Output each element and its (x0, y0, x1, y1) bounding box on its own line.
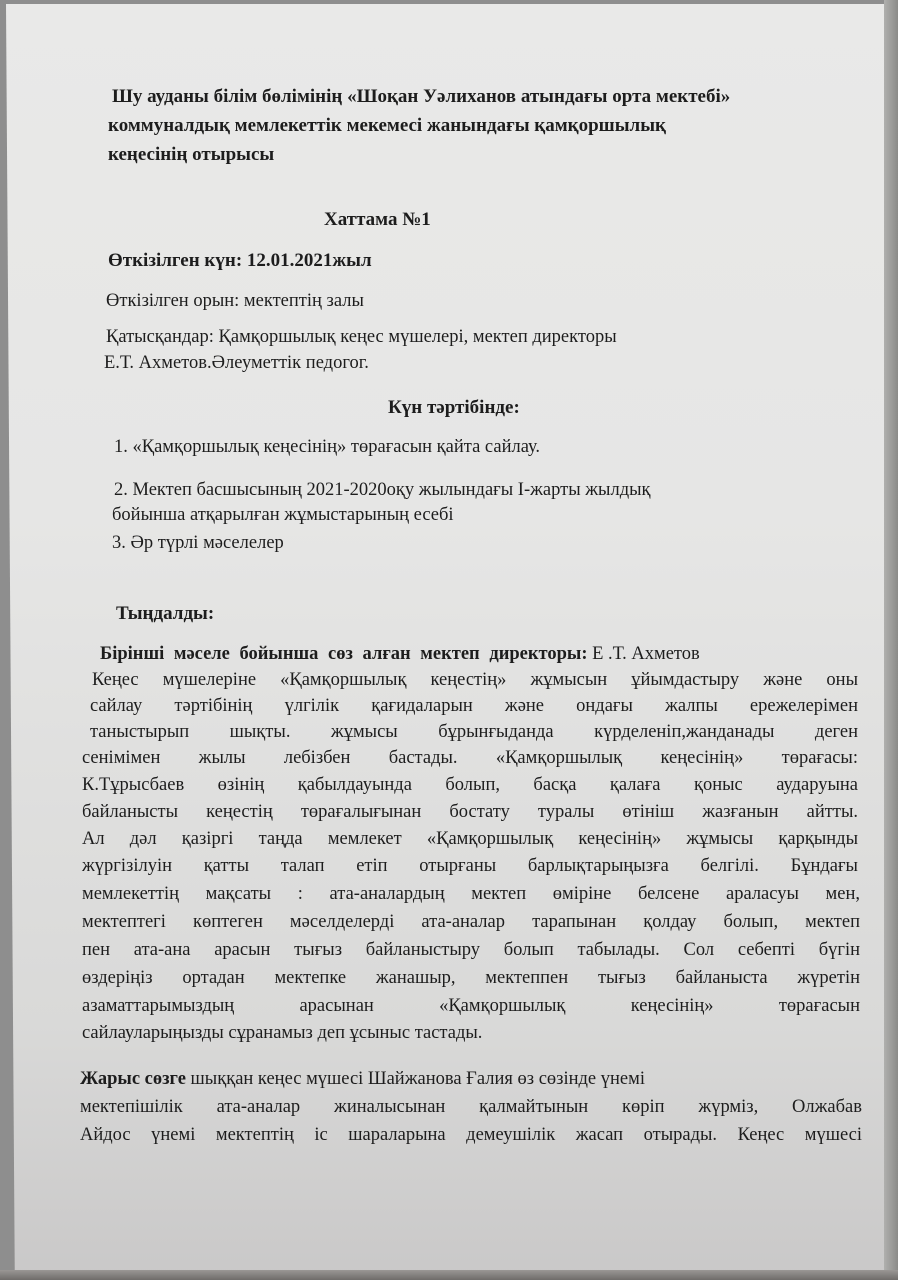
meeting-date: Өткізілген күн: 12.01.2021жыл (108, 250, 372, 271)
first-issue-line: мемлекеттің мақсаты : ата-аналардың мектеп өміріне белсене араласуы мен, (82, 884, 860, 904)
first-issue-speaker: Бірінші мәселе бойынша сөз алған мектеп директоры: (100, 644, 588, 664)
debate-line: мектепішілік ата-аналар жиналысынан қалмайтынын көріп жүрміз, Олжабав (80, 1097, 862, 1117)
header-line-3: кеңесінің отырысы (108, 144, 275, 165)
agenda-item-1: 1. «Қамқоршылық кеңесінің» төрағасын қайта сайлау. (114, 437, 541, 457)
protocol-title: Хаттама №1 (324, 209, 431, 230)
heard-title: Тыңдалды: (116, 603, 215, 624)
debate-label: Жарыс сөзге (80, 1069, 186, 1089)
first-issue-last-line: сайлауларыңызды сұранамыз деп ұсыныс тастады. (82, 1023, 483, 1043)
first-issue-line: сенімімен жылы лебізбен бастады. «Қамқоршылық кеңесінің» төрағасы: (82, 748, 858, 768)
first-issue-line: Кеңес мүшелеріне «Қамқоршылық кеңестің» жұмысын ұйымдастыру және оны (92, 670, 858, 690)
agenda-title: Күн тәртібінде: (388, 397, 520, 418)
participants-line-1: Қатысқандар: Қамқоршылық кеңес мүшелері, мектеп директоры (106, 327, 617, 347)
header-line-2: коммуналдық мемлекеттік мекемесі жанындағы қамқоршылық (108, 115, 666, 136)
agenda-item-3: 3. Әр түрлі мәселелер (112, 533, 284, 553)
first-issue-line: таныстырып шықты. жұмысы бұрынғыданда күрделеніп,жанданады деген (90, 722, 858, 742)
agenda-item-2: 2. Мектеп басшысының 2021-2020оқу жылындағы І-жарты жылдық (114, 480, 651, 500)
first-issue-line: сайлау тәртібінің үлгілік қағидаларын және ондағы жалпы ережелерімен (90, 696, 858, 716)
first-issue-line: мектептегі көптеген мәселделерді ата-аналар тарапынан қолдау болып, мектеп (82, 912, 860, 932)
first-issue-line: Ал дәл қазіргі таңда мемлекет «Қамқоршылық кеңесінің» жұмысы қарқынды (82, 829, 858, 849)
debate-lead (80, 1069, 862, 1090)
debate-speaker-text: шыққан кеңес мүшесі Шайжанова Ғалия өз сөзінде үнемі (185, 1069, 645, 1089)
first-issue-line: байланысты кеңестің төрағалығынан бостату туралы өтініш жазғанын айтты. (82, 802, 858, 822)
background-edge-bottom (0, 1270, 898, 1280)
agenda-item-2-cont: бойынша атқарылған жұмыстарының есебі (112, 505, 454, 525)
background-edge-right (884, 0, 898, 1280)
first-issue-lead (100, 644, 858, 665)
first-issue-line: К.Тұрысбаев өзінің қабылдауында болып, басқа қалаға қоныс аударуына (82, 775, 858, 795)
first-issue-line: азаматтарымыздың арасынан «Қамқоршылық кеңесінің» төрағасын (82, 996, 860, 1016)
first-issue-line: пен ата-ана арасын тығыз байланыстыру болып табылады. Сол себепті бүгін (82, 940, 860, 960)
header-line-1: Шу ауданы білім бөлімінің «Шоқан Уәлиханов атындағы орта мектебі» (112, 86, 731, 107)
first-issue-speaker-name: Е .Т. Ахметов (587, 644, 700, 664)
first-issue-line: өздеріңіз ортадан мектепке жанашыр, мектеппен тығыз байланыста жүретін (82, 968, 860, 988)
participants-line-2: Е.Т. Ахметов.Әлеуметтік педогог. (104, 353, 369, 373)
debate-line: Айдос үнемі мектептің іс шараларына демеушілік жасап отырады. Кеңес мүшесі (80, 1125, 862, 1145)
meeting-place: Өткізілген орын: мектептің залы (106, 291, 364, 311)
first-issue-line: жүргізілуін қатты талап етіп отырғаны барлықтарыңызға белгілі. Бұндағы (82, 856, 858, 876)
